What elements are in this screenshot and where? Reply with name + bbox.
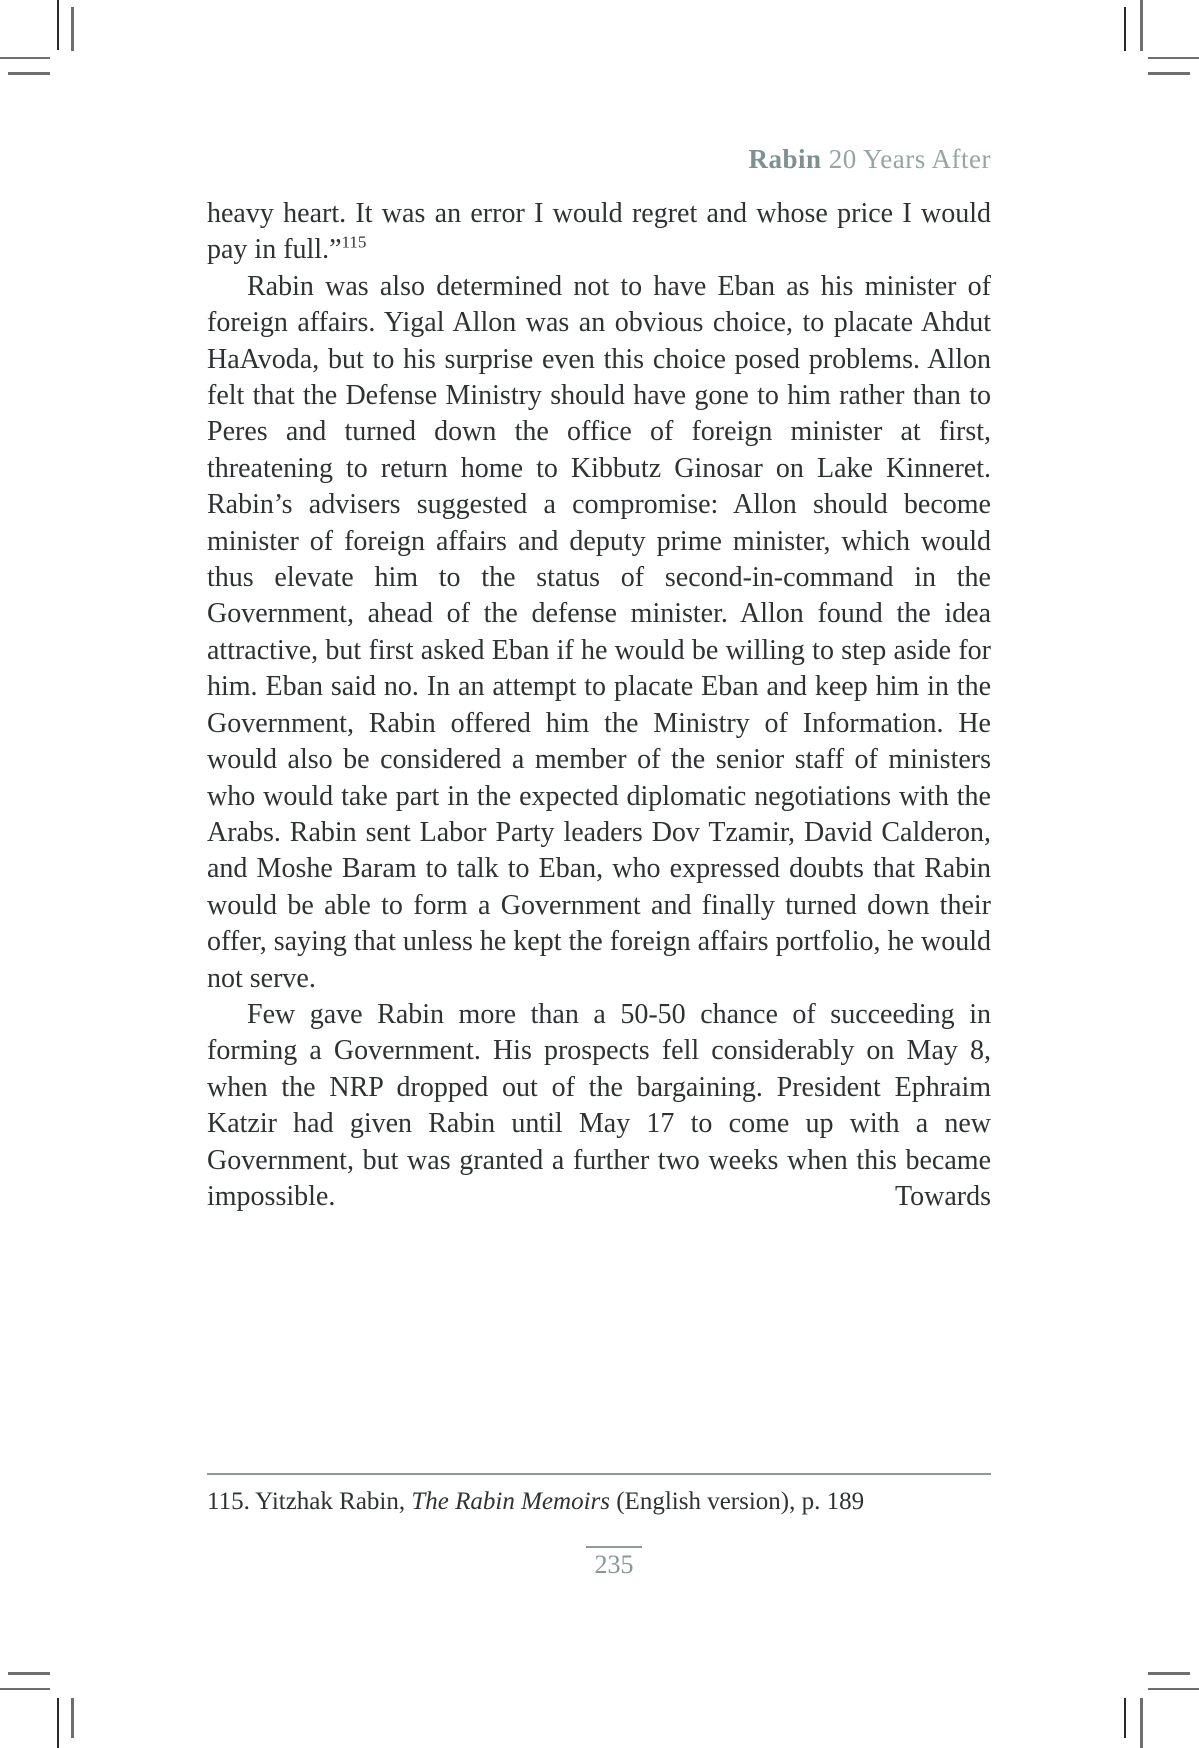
crop-mark-bottom-right-h2 [1148, 1688, 1199, 1690]
crop-mark-bottom-left-h1 [8, 1672, 50, 1675]
crop-mark-bottom-left-v1 [57, 1698, 59, 1748]
crop-mark-top-left-v1 [57, 0, 59, 50]
footnote-tail: (English version), p. 189 [609, 1488, 865, 1515]
footnote-divider [207, 1473, 991, 1475]
footnote-book-title: The Rabin Memoirs [411, 1488, 610, 1515]
footnote-reference-115: 115 [341, 233, 367, 253]
running-header-subtitle: 20 Years After [821, 144, 991, 174]
page-number: 235 [586, 1546, 642, 1580]
crop-mark-top-right-h2 [1148, 72, 1190, 75]
page-body [207, 196, 991, 1215]
crop-mark-top-left-h2 [8, 72, 50, 75]
crop-mark-top-left-h1 [0, 57, 50, 59]
crop-mark-bottom-left-v2 [71, 1698, 74, 1738]
crop-mark-top-right-h1 [1148, 57, 1199, 59]
paragraph-continued-text: heavy heart. It was an error I would regret and whose price I would pay in full.” [207, 198, 991, 266]
paragraph-rabin-eban: Rabin was also determined not to have Eban as his minister of foreign affairs. Yigal Allon was an obvious choice, to placate Ahdut HaAvoda, but to his surprise even this choice posed problems. Allon felt that the Defense Ministry should have gone to him rather than to Peres and turned down the office of foreign minister at first, threatening to return home to Kibbutz Ginosar on Lake Kinneret. Rabin’s advisers suggested a compromise: Allon should become minister of foreign affairs and deputy prime minister, which would thus elevate him to the status of second-in-command in the Government, ahead of the defense minister. Allon found the idea attractive, but first asked Eban if he would be willing to step aside for him. Eban said no. In an attempt to placate Eban and keep him in the Government, Rabin offered him the Ministry of Information. He would also be considered a member of the senior staff of ministers who would take part in the expected diplomatic negotiations with the Arabs. Rabin sent Labor Party leaders Dov Tzamir, David Calderon, and Moshe Baram to talk to Eban, who expressed doubts that Rabin would be able to form a Government and finally turned down their offer, saying that unless he kept the foreign affairs portfolio, he would not serve. [207, 270, 991, 994]
paragraph-continued [207, 196, 991, 269]
crop-mark-top-right-v1 [1124, 7, 1126, 51]
running-header [207, 144, 991, 175]
crop-mark-top-left-v2 [71, 7, 74, 51]
crop-mark-bottom-right-v2 [1140, 1698, 1143, 1748]
paragraph-50-50-chance: Few gave Rabin more than a 50-50 chance of succeeding in forming a Government. His prospects fell considerably on May 8, when the NRP dropped out of the bargaining. President Ephraim Katzir had given Rabin until May 17 to come up with a new Government, but was granted a further two weeks when this became impossible. Towards [207, 998, 991, 1212]
running-header-book-title: Rabin [748, 144, 822, 174]
footnote-115 [207, 1486, 991, 1518]
crop-mark-top-right-v2 [1140, 0, 1143, 51]
footnote-lead: 115. Yitzhak Rabin, [207, 1488, 412, 1515]
crop-mark-bottom-right-v1 [1124, 1698, 1126, 1738]
crop-mark-bottom-left-h2 [0, 1688, 50, 1690]
crop-mark-bottom-right-h1 [1148, 1672, 1190, 1675]
